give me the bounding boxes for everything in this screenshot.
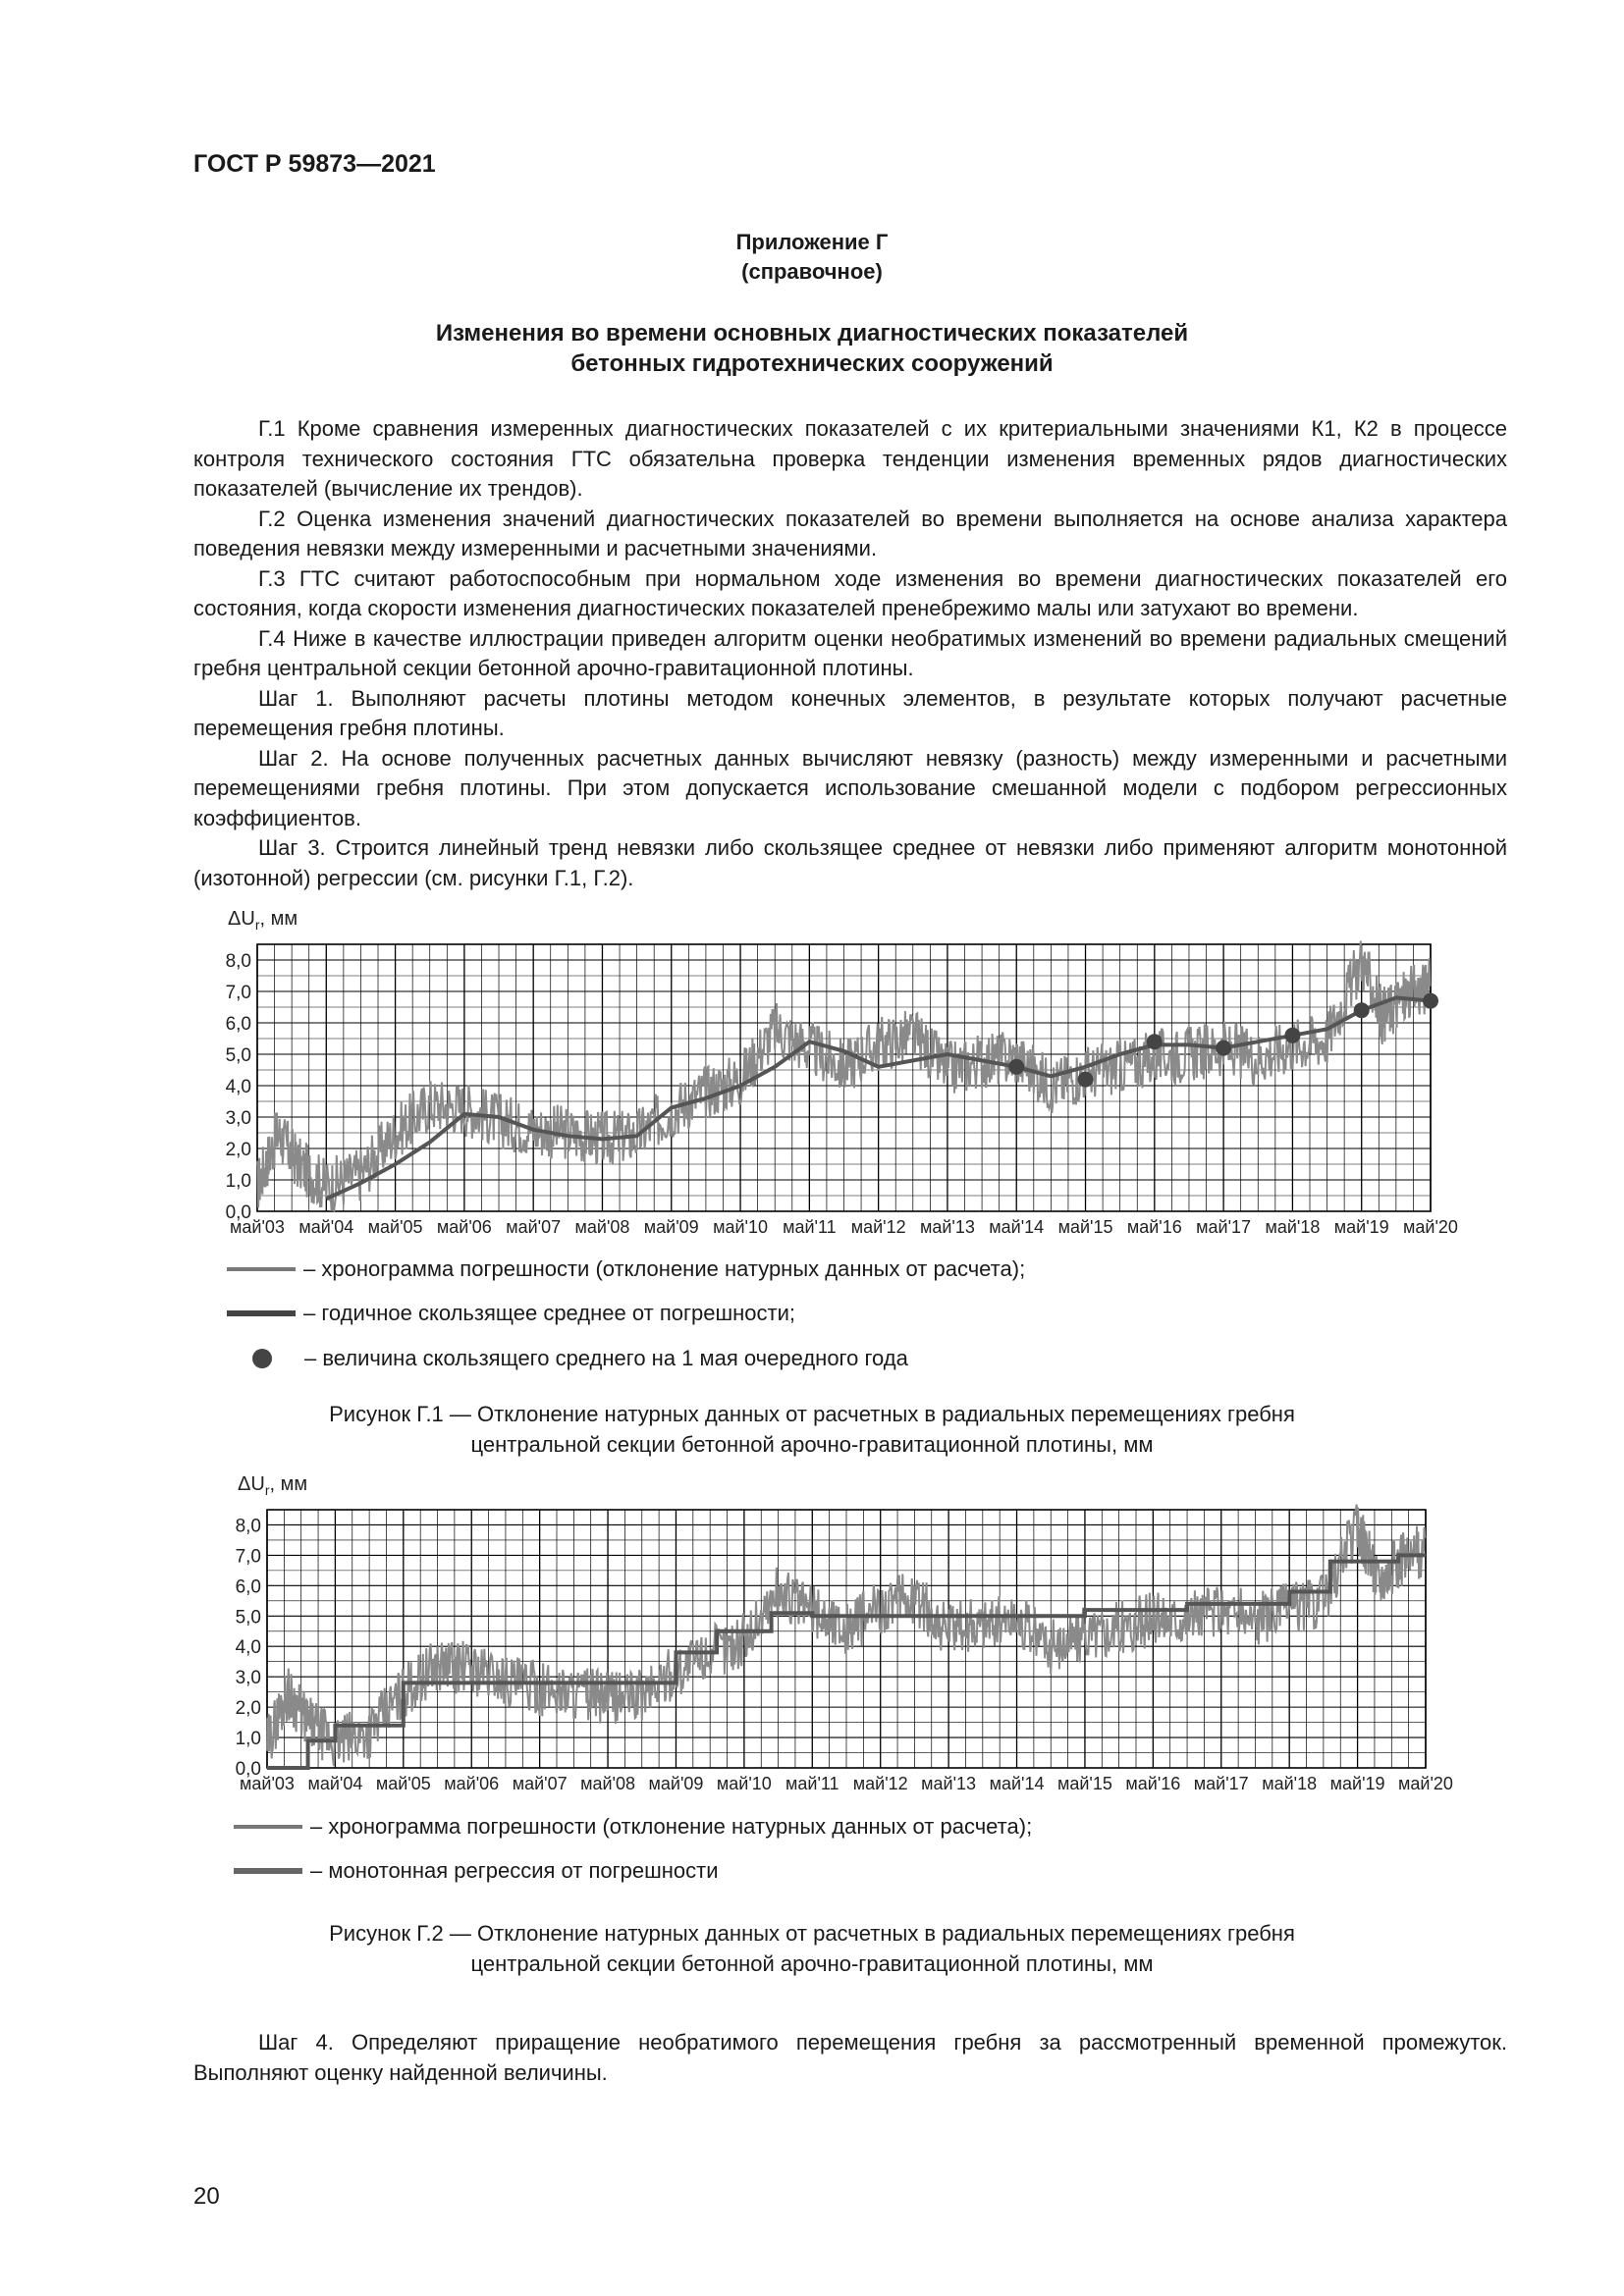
x-tick-label: май'13 — [921, 1774, 977, 1793]
series-point-may-average — [1216, 1041, 1231, 1056]
series-point-may-average — [1147, 1034, 1163, 1049]
y-axis-label: $\Delta U_r$, мм — [228, 908, 298, 933]
legend-monotone-line-icon — [234, 1868, 302, 1874]
paragraph-g3: Г.3 ГТС считают работоспособным при нормальном ходе изменения во времени диагностических показателей его состояния, когда скорости изменения диагностических показателей пренебрежимо малы или затухают во времени. — [193, 565, 1507, 620]
figure1-legend-raw: – хронограмма погрешности (отклонение натурных данных от расчета); — [227, 1256, 1025, 1282]
x-tick-label: май'15 — [1056, 1774, 1112, 1793]
y-tick-label: 7,0 — [235, 1546, 261, 1568]
y-tick-label: 1,0 — [235, 1729, 261, 1750]
figure1-caption-line2: центральной секции бетонной арочно-гравитационной плотины, мм — [470, 1432, 1154, 1457]
figure1-legend-dot: – величина скользящего среднего на 1 мая очередного года — [227, 1346, 908, 1371]
x-tick-label: май'03 — [230, 1217, 285, 1237]
x-tick-label: май'16 — [1126, 1217, 1182, 1237]
x-tick-label: май'08 — [574, 1217, 630, 1237]
paragraph-g1: Г.1 Кроме сравнения измеренных диагностических показателей с их критериальными значениями К1, К2 в процессе контроля технического состояния ГТС обязательна проверка тенденции изменения временных рядов диагностических показателей (вычисление их трендов). — [193, 416, 1507, 501]
x-tick-label: май'05 — [367, 1217, 423, 1237]
y-tick-label: 8,0 — [225, 951, 251, 972]
x-tick-label: май'16 — [1125, 1774, 1181, 1793]
y-tick-label: 6,0 — [235, 1576, 261, 1598]
appendix-heading-line2: бетонных гидротехнических сооружений — [570, 350, 1054, 377]
x-tick-label: май'05 — [375, 1774, 431, 1793]
x-tick-label: май'08 — [580, 1774, 636, 1793]
legend-average-line-icon — [227, 1310, 296, 1316]
y-tick-label: 3,0 — [235, 1668, 261, 1689]
x-tick-label: май'09 — [648, 1774, 704, 1793]
x-tick-label: май'19 — [1329, 1774, 1385, 1793]
appendix-title: Приложение Г — [735, 230, 889, 254]
x-tick-label: май'06 — [444, 1774, 500, 1793]
appendix-kind: (справочное) — [741, 259, 883, 284]
paragraph-step3: Шаг 3. Строится линейный тренд невязки либо скользящее среднее от невязки либо применяют алгоритм монотонной (изотонной) регрессии (см. рисунки Г.1, Г.2). — [193, 835, 1507, 890]
page-number: 20 — [193, 2183, 220, 2210]
y-tick-label: 7,0 — [225, 983, 251, 1003]
x-tick-label: май'14 — [989, 1774, 1045, 1793]
x-tick-label: май'11 — [785, 1774, 839, 1793]
y-tick-label: 6,0 — [225, 1014, 251, 1035]
document-code: ГОСТ Р 59873—2021 — [193, 150, 436, 178]
paragraph-g4: Г.4 Ниже в качестве иллюстрации приведен алгоритм оценки необратимых изменений во времени радиальных смещений гребня центральной секции бетонной арочно-гравитационной плотины. — [193, 625, 1507, 680]
y-tick-label: 0,0 — [225, 1202, 251, 1223]
paragraph-step1: Шаг 1. Выполняют расчеты плотины методом конечных элементов, в результате которых получают расчетные перемещения гребня плотины. — [193, 685, 1507, 740]
body-text — [193, 414, 1507, 893]
y-tick-label: 4,0 — [235, 1637, 261, 1659]
y-tick-label: 5,0 — [235, 1607, 261, 1629]
x-tick-label: май'18 — [1262, 1774, 1318, 1793]
series-point-may-average — [1423, 993, 1438, 1009]
x-tick-label: май'18 — [1265, 1217, 1321, 1237]
x-tick-label: май'07 — [506, 1217, 562, 1237]
y-tick-label: 1,0 — [225, 1171, 251, 1192]
paragraph-step4: Шаг 4. Определяют приращение необратимого перемещения гребня за рассмотренный временной промежуток. Выполняют оценку найденной величины. — [193, 2030, 1507, 2085]
x-tick-label: май'04 — [298, 1217, 354, 1237]
figure-1-chart — [196, 908, 1492, 1247]
figure1-legend-average: – годичное скользящее среднее от погрешности; — [227, 1301, 795, 1326]
figure2-caption-line2: центральной секции бетонной арочно-гравитационной плотины, мм — [470, 1951, 1154, 1976]
x-tick-label: май'20 — [1403, 1217, 1458, 1237]
series-point-may-average — [1078, 1072, 1094, 1088]
figure-2-chart — [196, 1473, 1492, 1801]
paragraph-step2: Шаг 2. На основе полученных расчетных данных вычисляют невязку (разность) между измеренными и расчетными перемещениями гребня плотины. При этом допускается использование смешанной модели с подбором регрессионных коэффициентов. — [193, 745, 1507, 830]
x-tick-label: май'10 — [713, 1217, 769, 1237]
appendix-heading-line1: Изменения во времени основных диагностических показателей — [435, 320, 1189, 347]
x-tick-label: май'12 — [852, 1774, 908, 1793]
x-tick-label: май'07 — [512, 1774, 568, 1793]
y-tick-label: 2,0 — [235, 1698, 261, 1720]
figure1-caption-line1: Рисунок Г.1 — Отклонение натурных данных от расчетных в радиальных перемещениях гребня — [329, 1402, 1295, 1426]
x-tick-label: май'15 — [1057, 1217, 1113, 1237]
legend-raw-line-icon — [227, 1267, 296, 1271]
series-point-may-average — [1354, 1002, 1370, 1018]
figure2-legend-monotone: – монотонная регрессия от погрешности — [234, 1858, 719, 1884]
y-tick-label: 8,0 — [235, 1516, 261, 1537]
legend-raw-line-icon — [234, 1825, 302, 1829]
x-tick-label: май'20 — [1398, 1774, 1453, 1793]
x-tick-label: май'06 — [436, 1217, 492, 1237]
x-tick-label: май'03 — [240, 1774, 295, 1793]
y-tick-label: 0,0 — [235, 1759, 261, 1780]
x-tick-label: май'14 — [989, 1217, 1045, 1237]
legend-dot-icon — [252, 1349, 272, 1368]
figure2-legend-raw: – хронограмма погрешности (отклонение натурных данных от расчета); — [234, 1814, 1032, 1840]
x-tick-label: май'19 — [1333, 1217, 1389, 1237]
x-tick-label: май'17 — [1193, 1774, 1249, 1793]
y-axis-label: $\Delta U_r$, мм — [238, 1473, 308, 1498]
y-tick-label: 5,0 — [225, 1045, 251, 1066]
x-tick-label: май'13 — [919, 1217, 975, 1237]
x-tick-label: май'17 — [1196, 1217, 1252, 1237]
figure2-caption-line1: Рисунок Г.2 — Отклонение натурных данных от расчетных в радиальных перемещениях гребня — [329, 1921, 1295, 1946]
series-point-may-average — [1008, 1059, 1024, 1075]
y-tick-label: 3,0 — [225, 1108, 251, 1129]
paragraph-g2: Г.2 Оценка изменения значений диагностических показателей во времени выполняется на основе анализа характера поведения невязки между измеренными и расчетными значениями. — [193, 506, 1507, 561]
y-tick-label: 2,0 — [225, 1140, 251, 1160]
y-tick-label: 4,0 — [225, 1077, 251, 1097]
x-tick-label: май'09 — [643, 1217, 699, 1237]
series-point-may-average — [1284, 1028, 1300, 1043]
x-tick-label: май'11 — [783, 1217, 837, 1237]
x-tick-label: май'12 — [850, 1217, 906, 1237]
x-tick-label: май'10 — [716, 1774, 772, 1793]
x-tick-label: май'04 — [307, 1774, 363, 1793]
